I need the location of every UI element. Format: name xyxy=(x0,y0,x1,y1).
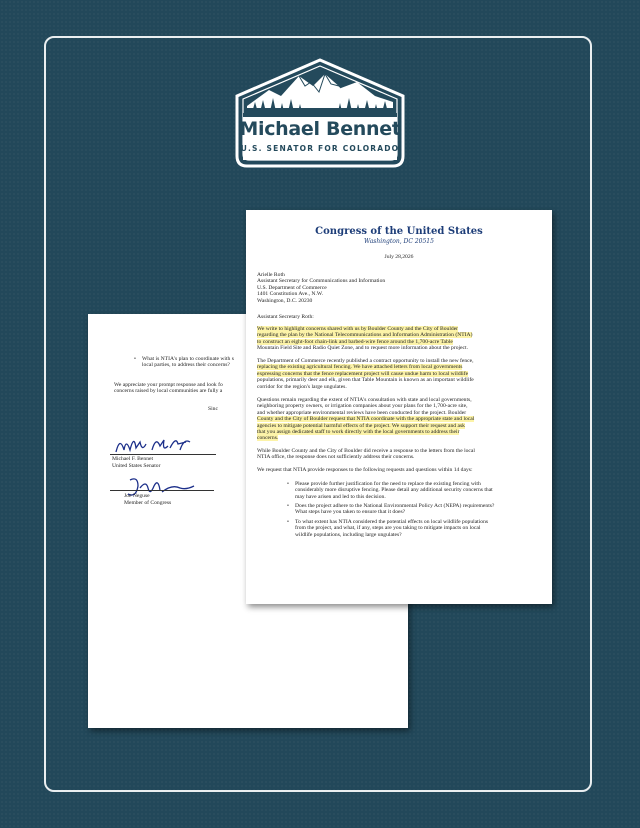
para1-line: Mountain Field Site and Radio Quiet Zone, and to request more information about the project. xyxy=(257,345,468,352)
back-bullet-line-2: local parties, to address their concerns? xyxy=(142,362,230,369)
signature-line-1 xyxy=(110,454,216,455)
letter-page-1 xyxy=(246,210,552,604)
paragraph-3 xyxy=(257,397,474,442)
para2-line: expressing concerns that the fence replacement project will cause undue harm to local wildlife xyxy=(257,370,469,377)
senator-logo xyxy=(229,56,411,172)
address-line: Washington, D.C. 20230 xyxy=(257,297,313,304)
bullet-line: • To what extent has NTIA considered the potential effects on local wildlife populations xyxy=(295,519,489,525)
para3-line: that you assign dedicated staff to work directly with the local governments to address their xyxy=(257,429,460,436)
back-closing xyxy=(114,382,223,395)
para2-line: The Department of Commerce recently published a contract opportunity to install the new fence, xyxy=(257,358,474,364)
letterhead-city: Washington, DC 20515 xyxy=(364,238,434,245)
para3-line: and whether appropriate environmental reviews have been conducted for the project. Boulder xyxy=(257,409,467,416)
bullet-line: considerably more disruptive fencing. Please detail any additional security concerns that xyxy=(295,487,493,494)
bullet-line: • Please provide further justification for the need to replace the existing fencing with xyxy=(295,481,481,487)
signer1-title: United States Senator xyxy=(112,462,161,469)
signature-line-2 xyxy=(110,490,214,491)
para4-line: While Boulder County and the City of Boulder did receive a response to the letters from the local xyxy=(257,448,475,454)
salutation: Assistant Secretary Roth: xyxy=(257,314,314,320)
letterhead-title: Congress of the United States xyxy=(315,226,483,237)
signer1-name: Michael F. Bennet xyxy=(112,456,154,462)
para3-line: agencies to mitigate potential harmful effects of the project. We support their request and ask xyxy=(257,422,465,429)
address-line: Assistant Secretary for Communications and Information xyxy=(257,278,386,285)
para3-line: County and the City of Boulder request that NTIA coordinate with the appropriate state and local xyxy=(257,416,475,423)
request-bullet-3 xyxy=(295,519,488,538)
paragraph-4 xyxy=(257,448,475,461)
paragraph-1 xyxy=(257,326,472,352)
recipient-address xyxy=(257,272,385,304)
bullet-line: • Does the project adhere to the National Environmental Policy Act (NEPA) requirements? xyxy=(295,503,495,509)
back-closing-line-1: We appreciate your prompt response and look fo xyxy=(114,382,223,388)
para2-line: replacing the existing agricultural fencing. We have attached letters from local governments xyxy=(257,364,463,371)
letter-date: July 28,2026 xyxy=(384,254,414,260)
bullet-line: from the project, and what, if any, steps are you taking to mitigate impacts on local xyxy=(295,525,481,532)
para1-line: We write to highlight concerns shared with us by Boulder County and the City of Boulder xyxy=(257,326,459,332)
signer2-name: Joe Neguse xyxy=(124,493,150,499)
paragraph-5: We request that NTIA provide responses to the following requests and questions within 14 days: xyxy=(257,467,473,473)
address-line: 1401 Constitution Ave., N.W. xyxy=(257,291,324,298)
request-bullet-2 xyxy=(295,503,494,516)
para1-line: to construct an eight-foot chain-link and barbed-wire fence around the 1,700-acre Table xyxy=(257,338,453,345)
paragraph-2 xyxy=(257,358,474,390)
bullet-line: What steps have you taken to ensure that it does? xyxy=(295,509,406,516)
para3-line: concerns. xyxy=(257,435,279,442)
sincerely-text: Sinc xyxy=(208,406,218,412)
bullet-line: may have arisen and led to this decision. xyxy=(295,493,386,500)
back-closing-line-2: concerns raised by local communities are fully a xyxy=(114,388,223,395)
para2-line: corridor for the region's large ungulates. xyxy=(257,383,347,390)
para4-line: NTIA office, the response does not sufficiently address their concerns. xyxy=(257,454,415,461)
logo-name: Michael Bennet xyxy=(239,118,401,140)
bullet-line: wildlife populations, including large ungulates? xyxy=(295,531,402,538)
address-line: U.S. Department of Commerce xyxy=(257,284,327,291)
para3-line: Questions remain regarding the extent of NTIA's consultation with state and local governments, xyxy=(257,397,472,403)
back-bullet-line-1: • What is NTIA's plan to coordinate with s xyxy=(142,356,234,362)
back-bullet xyxy=(142,356,234,369)
para1-line: regarding the plan by the National Telecommunications and Information Administration (NTIA) xyxy=(257,332,473,339)
address-line: Arielle Roth xyxy=(257,272,285,278)
logo-subtitle: U.S. SENATOR FOR COLORADO xyxy=(240,144,400,153)
para2-line: populations, primarily deer and elk, given that Table Mountain is known as an important wildlife xyxy=(257,377,474,384)
logo-badge-icon xyxy=(229,56,411,172)
para3-line: neighboring property owners, or irrigation companies about your plans for the 1,700-acre site, xyxy=(257,403,468,410)
signer2-title: Member of Congress xyxy=(124,499,172,506)
request-bullet-1 xyxy=(295,481,493,500)
